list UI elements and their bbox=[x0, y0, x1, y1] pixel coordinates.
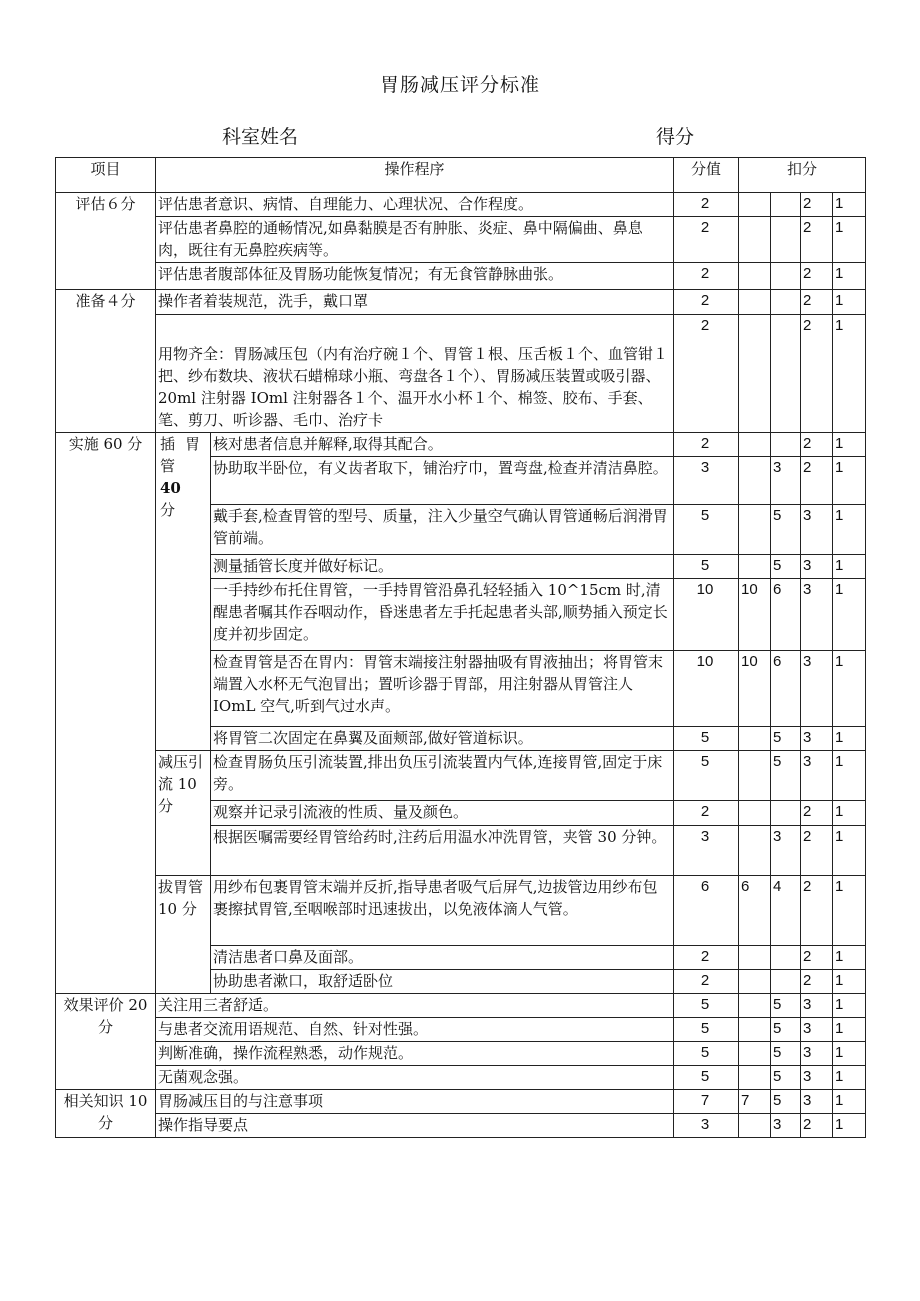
procedure-text: 清洁患者口鼻及面部。 bbox=[211, 946, 674, 970]
table-row bbox=[56, 1042, 866, 1066]
deduction-col-1 bbox=[739, 826, 771, 876]
procedure-text: 一手持纱布托住胃管，一手持胃管沿鼻孔轻轻插入 10^15cm 时,清醒患者嘱其作吞咽动作，昏迷患者左手托起患者头部,顺势插入预定长度并初步固定。 bbox=[211, 579, 674, 651]
deduction-col-4: 1 bbox=[833, 1042, 866, 1066]
deduction-col-2: 3 bbox=[771, 1114, 801, 1138]
deduction-col-2: 5 bbox=[771, 1042, 801, 1066]
procedure-text: 胃肠减压目的与注意事项 bbox=[156, 1090, 674, 1114]
points-value: 5 bbox=[674, 1018, 739, 1042]
table-row bbox=[56, 193, 866, 217]
deduction-col-1: 10 bbox=[739, 579, 771, 651]
deduction-col-1 bbox=[739, 1066, 771, 1090]
section-implementation-label: 实施 60 分 bbox=[56, 433, 156, 994]
deduction-col-3: 3 bbox=[801, 579, 833, 651]
points-value: 3 bbox=[674, 826, 739, 876]
procedure-text: 协助患者漱口，取舒适卧位 bbox=[211, 970, 674, 994]
deduction-col-3: 2 bbox=[801, 193, 833, 217]
deduction-col-2 bbox=[771, 801, 801, 826]
deduction-col-1: 6 bbox=[739, 876, 771, 946]
procedure-text: 判断准确，操作流程熟悉，动作规范。 bbox=[156, 1042, 674, 1066]
deduction-col-2 bbox=[771, 193, 801, 217]
section-knowledge-label: 相关知识 10 分 bbox=[56, 1090, 156, 1138]
deduction-col-3: 2 bbox=[801, 970, 833, 994]
points-value: 10 bbox=[674, 651, 739, 727]
deduction-col-4: 1 bbox=[833, 876, 866, 946]
deduction-col-2: 3 bbox=[771, 826, 801, 876]
table-row bbox=[56, 751, 866, 801]
deduction-col-3: 3 bbox=[801, 505, 833, 555]
deduction-col-4: 1 bbox=[833, 994, 866, 1018]
procedure-text: 观察并记录引流液的性质、量及颜色。 bbox=[211, 801, 674, 826]
deduction-col-4: 1 bbox=[833, 315, 866, 433]
deduction-col-1 bbox=[739, 801, 771, 826]
deduction-col-3: 3 bbox=[801, 727, 833, 751]
section-assessment-label: 评估６分 bbox=[56, 193, 156, 290]
procedure-text: 根据医嘱需要经胃管给药时,注药后用温水冲洗胃管，夹管 30 分钟。 bbox=[211, 826, 674, 876]
procedure-text: 操作者着装规范，洗手，戴口罩 bbox=[156, 290, 674, 315]
col-procedure-header: 操作程序 bbox=[156, 158, 674, 193]
deduction-col-2: 5 bbox=[771, 994, 801, 1018]
deduction-col-1 bbox=[739, 1114, 771, 1138]
table-row bbox=[56, 1114, 866, 1138]
points-value: 6 bbox=[674, 876, 739, 946]
deduction-col-2: 5 bbox=[771, 1066, 801, 1090]
table-row bbox=[56, 263, 866, 290]
deduction-col-4: 1 bbox=[833, 1114, 866, 1138]
deduction-col-2 bbox=[771, 217, 801, 263]
deduction-col-1 bbox=[739, 505, 771, 555]
deduction-col-2: 6 bbox=[771, 579, 801, 651]
procedure-text: 操作指导要点 bbox=[156, 1114, 674, 1138]
deduction-col-4: 1 bbox=[833, 457, 866, 505]
deduction-col-3: 3 bbox=[801, 1066, 833, 1090]
deduction-col-1 bbox=[739, 457, 771, 505]
deduction-col-1 bbox=[739, 1018, 771, 1042]
procedure-text: 协助取半卧位，有义齿者取下，铺治疗巾，置弯盘,检查并清洁鼻腔。 bbox=[211, 457, 674, 505]
deduction-col-2 bbox=[771, 315, 801, 433]
deduction-col-3: 2 bbox=[801, 263, 833, 290]
procedure-text: 测量插管长度并做好标记。 bbox=[211, 555, 674, 579]
intubation-label-c: 管 bbox=[160, 457, 176, 475]
deduction-col-3: 2 bbox=[801, 801, 833, 826]
deduction-col-1 bbox=[739, 217, 771, 263]
deduction-col-1 bbox=[739, 1042, 771, 1066]
deduction-col-3: 2 bbox=[801, 1114, 833, 1138]
points-value: 5 bbox=[674, 1042, 739, 1066]
procedure-text: 与患者交流用语规范、自然、针对性强。 bbox=[156, 1018, 674, 1042]
deduction-col-1 bbox=[739, 193, 771, 217]
points-value: 5 bbox=[674, 994, 739, 1018]
deduction-col-1 bbox=[739, 970, 771, 994]
deduction-col-4: 1 bbox=[833, 801, 866, 826]
points-value: 10 bbox=[674, 579, 739, 651]
col-item-header: 项目 bbox=[56, 158, 156, 193]
points-value: 5 bbox=[674, 505, 739, 555]
deduction-col-3: 3 bbox=[801, 1090, 833, 1114]
procedure-text: 关注用三者舒适。 bbox=[156, 994, 674, 1018]
table-row bbox=[56, 1066, 866, 1090]
deduction-col-4: 1 bbox=[833, 579, 866, 651]
deduction-col-4: 1 bbox=[833, 751, 866, 801]
points-value: 5 bbox=[674, 727, 739, 751]
points-value: 2 bbox=[674, 290, 739, 315]
deduction-col-1 bbox=[739, 263, 771, 290]
procedure-text: 无菌观念强。 bbox=[156, 1066, 674, 1090]
deduction-col-4: 1 bbox=[833, 505, 866, 555]
points-value: 2 bbox=[674, 801, 739, 826]
deduction-col-4: 1 bbox=[833, 217, 866, 263]
col-deduction-header: 扣分 bbox=[739, 158, 866, 193]
deduction-col-1 bbox=[739, 433, 771, 457]
points-value: 5 bbox=[674, 1066, 739, 1090]
deduction-col-2: 5 bbox=[771, 505, 801, 555]
section-evaluation-label: 效果评价 20 分 bbox=[56, 994, 156, 1090]
deduction-col-3: 2 bbox=[801, 876, 833, 946]
procedure-text: 检查胃管是否在胃内：胃管末端接注射器抽吸有胃液抽出；将胃管末端置入水杯无气泡冒出；置听诊器于胃部，用注射器从胃管注人 IOmL 空气,听到气过水声。 bbox=[211, 651, 674, 727]
deduction-col-3: 3 bbox=[801, 651, 833, 727]
procedure-text: 评估患者鼻腔的通畅情况,如鼻黏膜是否有肿胀、炎症、鼻中隔偏曲、鼻息肉，既往有无鼻腔疾病等。 bbox=[156, 217, 674, 263]
deduction-col-4: 1 bbox=[833, 1018, 866, 1042]
points-value: 3 bbox=[674, 1114, 739, 1138]
deduction-col-2: 4 bbox=[771, 876, 801, 946]
deduction-col-3: 3 bbox=[801, 751, 833, 801]
points-value: 2 bbox=[674, 193, 739, 217]
procedure-text: 将胃管二次固定在鼻翼及面颊部,做好管道标识。 bbox=[211, 727, 674, 751]
deduction-col-3: 2 bbox=[801, 290, 833, 315]
section-preparation-label: 准备４分 bbox=[56, 290, 156, 433]
deduction-col-1 bbox=[739, 994, 771, 1018]
intubation-label-b: 胃 bbox=[185, 435, 201, 453]
procedure-text: 用物齐全：胃肠减压包（内有治疗碗１个、胃管１根、压舌板１个、血管钳１把、纱布数块、液状石蜡棉球小瓶、弯盘各１个）、胃肠减压装置或吸引器、20ml 注射器 IOml 注射器各１个、温开水小杯１个、棉签、胶布、手套、笔、剪刀、听诊器、毛巾、治疗卡 bbox=[156, 315, 674, 433]
procedure-text: 核对患者信息并解释,取得其配合。 bbox=[211, 433, 674, 457]
points-value: 2 bbox=[674, 315, 739, 433]
table-row bbox=[56, 217, 866, 263]
deduction-col-3: 2 bbox=[801, 826, 833, 876]
procedure-text: 用纱布包裹胃管末端并反折,指导患者吸气后屏气,边拔管边用纱布包裹擦拭胃管,至咽喉部时迅速拔出，以免液体滴人气管。 bbox=[211, 876, 674, 946]
deduction-col-4: 1 bbox=[833, 290, 866, 315]
table-row bbox=[56, 994, 866, 1018]
points-value: 2 bbox=[674, 946, 739, 970]
header-row bbox=[56, 158, 866, 193]
deduction-col-4: 1 bbox=[833, 263, 866, 290]
procedure-text: 检查胃肠负压引流装置,排出负压引流装置内气体,连接胃管,固定于床旁。 bbox=[211, 751, 674, 801]
deduction-col-2 bbox=[771, 290, 801, 315]
deduction-col-3: 3 bbox=[801, 555, 833, 579]
col-points-header: 分值 bbox=[674, 158, 739, 193]
deduction-col-3: 2 bbox=[801, 457, 833, 505]
deduction-col-2 bbox=[771, 433, 801, 457]
deduction-col-1: 7 bbox=[739, 1090, 771, 1114]
deduction-col-1 bbox=[739, 290, 771, 315]
deduction-col-1 bbox=[739, 555, 771, 579]
intubation-label-e: 分 bbox=[160, 501, 176, 519]
deduction-col-2: 3 bbox=[771, 457, 801, 505]
table-row bbox=[56, 876, 866, 946]
points-value: 2 bbox=[674, 433, 739, 457]
deduction-col-3: 3 bbox=[801, 1018, 833, 1042]
deduction-col-4: 1 bbox=[833, 970, 866, 994]
deduction-col-3: 2 bbox=[801, 946, 833, 970]
intubation-label-a: 插 bbox=[160, 435, 176, 453]
deduction-col-3: 3 bbox=[801, 1042, 833, 1066]
subsection-intubation-label bbox=[156, 433, 211, 751]
deduction-col-3: 3 bbox=[801, 994, 833, 1018]
deduction-col-2: 5 bbox=[771, 1090, 801, 1114]
deduction-col-3: 2 bbox=[801, 315, 833, 433]
deduction-col-4: 1 bbox=[833, 651, 866, 727]
points-value: 5 bbox=[674, 751, 739, 801]
points-value: 7 bbox=[674, 1090, 739, 1114]
points-value: 2 bbox=[674, 217, 739, 263]
table-row bbox=[56, 1090, 866, 1114]
deduction-col-2: 6 bbox=[771, 651, 801, 727]
deduction-col-4: 1 bbox=[833, 946, 866, 970]
deduction-col-1 bbox=[739, 727, 771, 751]
points-value: 5 bbox=[674, 555, 739, 579]
deduction-col-2: 5 bbox=[771, 727, 801, 751]
deduction-col-4: 1 bbox=[833, 1090, 866, 1114]
deduction-col-2: 5 bbox=[771, 751, 801, 801]
deduction-col-1 bbox=[739, 946, 771, 970]
deduction-col-4: 1 bbox=[833, 555, 866, 579]
subsection-removal-label: 拔胃管 10 分 bbox=[156, 876, 211, 994]
deduction-col-2: 5 bbox=[771, 1018, 801, 1042]
points-value: 2 bbox=[674, 970, 739, 994]
deduction-col-3: 2 bbox=[801, 433, 833, 457]
procedure-text: 评估患者腹部体征及胃肠功能恢复情况；有无食管静脉曲张。 bbox=[156, 263, 674, 290]
deduction-col-2 bbox=[771, 970, 801, 994]
subsection-drainage-label: 减压引流 10 分 bbox=[156, 751, 211, 876]
deduction-col-4: 1 bbox=[833, 1066, 866, 1090]
deduction-col-1 bbox=[739, 315, 771, 433]
procedure-text: 戴手套,检查胃管的型号、质量，注入少量空气确认胃管通畅后润滑胃管前端。 bbox=[211, 505, 674, 555]
table-row bbox=[56, 1018, 866, 1042]
deduction-col-2 bbox=[771, 263, 801, 290]
deduction-col-2: 5 bbox=[771, 555, 801, 579]
deduction-col-4: 1 bbox=[833, 826, 866, 876]
deduction-col-4: 1 bbox=[833, 727, 866, 751]
dept-name-label: 科室姓名 bbox=[222, 126, 299, 148]
table-row bbox=[56, 433, 866, 457]
deduction-col-1 bbox=[739, 751, 771, 801]
table-row bbox=[56, 315, 866, 433]
deduction-col-3: 2 bbox=[801, 217, 833, 263]
scoring-table bbox=[55, 157, 866, 1138]
page-title: 胃肠减压评分标准 bbox=[379, 74, 540, 96]
points-value: 3 bbox=[674, 457, 739, 505]
deduction-col-2 bbox=[771, 946, 801, 970]
deduction-col-4: 1 bbox=[833, 433, 866, 457]
intubation-label-d: 40 bbox=[160, 479, 181, 497]
table-row bbox=[56, 290, 866, 315]
procedure-text: 评估患者意识、病情、自理能力、心理状况、合作程度。 bbox=[156, 193, 674, 217]
deduction-col-4: 1 bbox=[833, 193, 866, 217]
points-value: 2 bbox=[674, 263, 739, 290]
deduction-col-1: 10 bbox=[739, 651, 771, 727]
score-label: 得分 bbox=[656, 126, 695, 148]
